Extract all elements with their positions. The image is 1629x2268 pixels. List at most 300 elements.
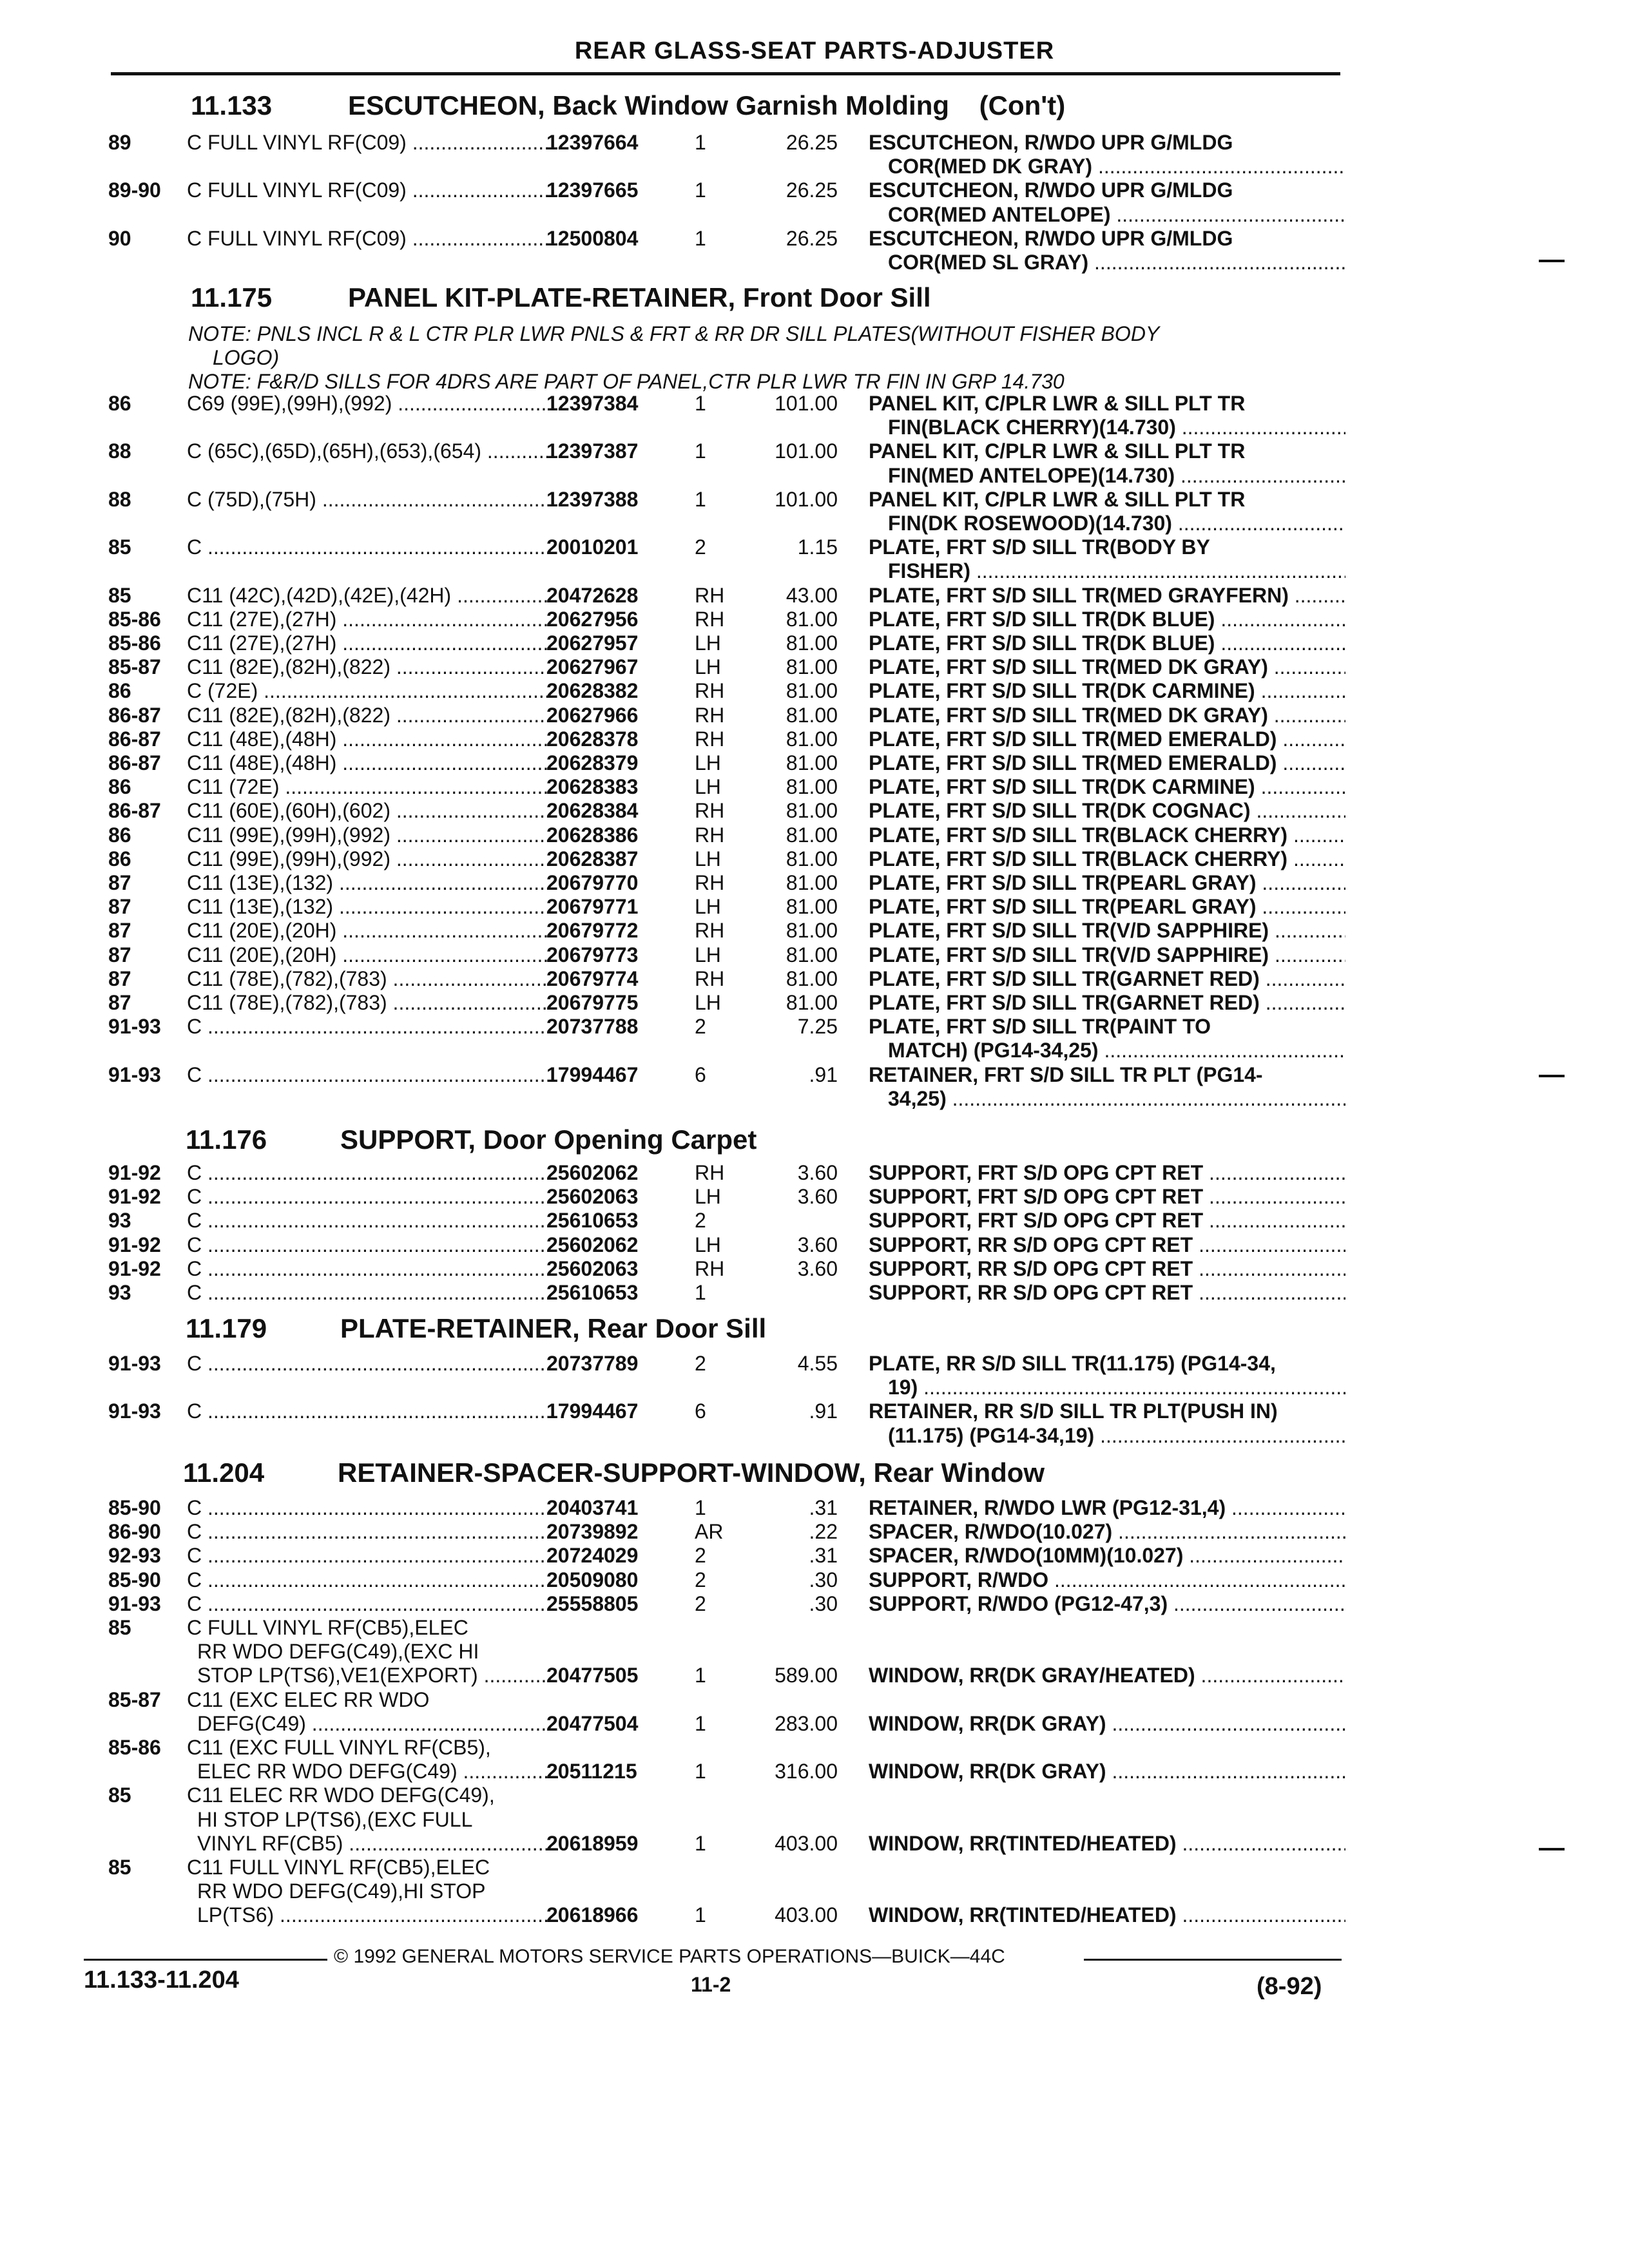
- model-year: 86-87: [108, 799, 161, 823]
- part-number: 17994467: [546, 1399, 639, 1423]
- table-row: [0, 155, 1629, 178]
- quantity: 1: [695, 1711, 706, 1735]
- usage-description: C69 (99E),(99H),(992) .....: [187, 392, 548, 416]
- usage-description: C11 FULL VINYL RF(CB5),ELEC: [187, 1856, 490, 1879]
- quantity: RH: [695, 799, 725, 823]
- model-year: 86-87: [108, 703, 161, 727]
- usage-description: C .....: [187, 1544, 548, 1568]
- price: 81.00: [786, 991, 838, 1014]
- part-name: PLATE, FRT S/D SILL TR(DK BLUE) .....: [869, 608, 1345, 631]
- part-name: COR(MED SL GRAY) .....: [888, 251, 1345, 274]
- usage-description: C11 (20E),(20H) .....: [187, 919, 548, 943]
- part-name: 19) .....: [888, 1376, 1345, 1399]
- price: 81.00: [786, 727, 838, 751]
- table-row: [0, 727, 1629, 751]
- usage-description: C11 (82E),(82H),(822) .....: [187, 655, 548, 679]
- quantity: 6: [695, 1062, 706, 1086]
- model-year: 86: [108, 392, 131, 415]
- part-name: SUPPORT, FRT S/D OPG CPT RET .....: [869, 1185, 1345, 1209]
- table-row: [0, 1712, 1629, 1736]
- table-row: [0, 203, 1629, 227]
- part-name: PLATE, FRT S/D SILL TR(GARNET RED) .....: [869, 967, 1345, 991]
- part-name: PLATE, FRT S/D SILL TR(BODY BY: [869, 535, 1210, 559]
- price: 81.00: [786, 703, 838, 727]
- part-number: 20477504: [546, 1711, 639, 1735]
- part-name: PLATE, FRT S/D SILL TR(MED EMERALD) .....: [869, 751, 1345, 775]
- part-name: WINDOW, RR(TINTED/HEATED) .....: [869, 1832, 1345, 1856]
- table-row: [0, 1760, 1629, 1783]
- part-number: 25610653: [546, 1209, 639, 1233]
- price: .30: [809, 1568, 838, 1591]
- part-name: SUPPORT, R/WDO .....: [869, 1568, 1345, 1592]
- part-name: FIN(MED ANTELOPE)(14.730) .....: [888, 464, 1345, 488]
- usage-description: C11 (99E),(99H),(992) .....: [187, 847, 548, 871]
- table-row: [0, 1568, 1629, 1592]
- quantity: 2: [695, 1352, 706, 1375]
- table-row: [0, 1185, 1629, 1209]
- model-year: 85-86: [108, 631, 161, 655]
- quantity: 2: [695, 535, 706, 559]
- price: 316.00: [775, 1760, 838, 1783]
- table-row: [0, 227, 1629, 251]
- model-year: 91-92: [108, 1161, 161, 1184]
- table-row: [0, 1616, 1629, 1640]
- usage-description: C FULL VINYL RF(C09) .....: [187, 178, 548, 202]
- part-number: 20627957: [546, 631, 639, 655]
- table-row: [0, 823, 1629, 847]
- usage-description: C11 (99E),(99H),(992) .....: [187, 823, 548, 847]
- usage-description: C11 (27E),(27H) .....: [187, 608, 548, 631]
- section-title-text: ESCUTCHEON, Back Window Garnish Molding (Con't): [348, 90, 1066, 120]
- quantity: LH: [695, 631, 721, 655]
- part-name: ESCUTCHEON, R/WDO UPR G/MLDG: [869, 226, 1233, 250]
- quantity: LH: [695, 751, 721, 774]
- table-row: [0, 131, 1629, 155]
- price: .31: [809, 1496, 838, 1519]
- table-row: [0, 488, 1629, 512]
- part-name: PLATE, FRT S/D SILL TR(DK CARMINE) .....: [869, 679, 1345, 703]
- table-row: [0, 178, 1629, 202]
- section-range: 11.133-11.204: [84, 1966, 239, 1994]
- part-name: PANEL KIT, C/PLR LWR & SILL PLT TR: [869, 439, 1246, 463]
- model-year: 87: [108, 895, 131, 919]
- model-year: 86: [108, 823, 131, 847]
- model-year: 92-93: [108, 1544, 161, 1568]
- usage-description: C (75D),(75H) .....: [187, 488, 548, 512]
- section-note: LOGO): [213, 346, 280, 369]
- model-year: 85-86: [108, 1736, 161, 1759]
- price: 7.25: [797, 1015, 838, 1039]
- model-year: 91-92: [108, 1233, 161, 1256]
- usage-description: VINYL RF(CB5) .....: [197, 1832, 558, 1856]
- price: 589.00: [775, 1664, 838, 1687]
- usage-description: C .....: [187, 1161, 548, 1185]
- part-number: 20679774: [546, 966, 639, 990]
- part-name: FISHER) .....: [888, 559, 1345, 583]
- part-name: WINDOW, RR(DK GRAY) .....: [869, 1712, 1345, 1736]
- usage-description: C FULL VINYL RF(C09) .....: [187, 227, 548, 251]
- section-title-text: RETAINER-SPACER-SUPPORT-WINDOW, Rear Window: [338, 1457, 1045, 1488]
- model-year: 88: [108, 487, 131, 511]
- part-name: SUPPORT, RR S/D OPG CPT RET .....: [869, 1281, 1345, 1305]
- usage-description: C FULL VINYL RF(C09) .....: [187, 131, 548, 155]
- table-row: [0, 967, 1629, 991]
- usage-description: C11 (EXC ELEC RR WDO: [187, 1687, 430, 1711]
- usage-description: C11 (78E),(782),(783) .....: [187, 991, 548, 1015]
- model-year: 87: [108, 991, 131, 1014]
- part-name: ESCUTCHEON, R/WDO UPR G/MLDG: [869, 131, 1233, 154]
- model-year: 85-90: [108, 1568, 161, 1591]
- table-row: [0, 1544, 1629, 1568]
- part-name: RETAINER, R/WDO LWR (PG12-31,4) .....: [869, 1496, 1345, 1520]
- usage-description: C11 (13E),(132) .....: [187, 895, 548, 919]
- quantity: LH: [695, 991, 721, 1014]
- quantity: 2: [695, 1568, 706, 1591]
- quantity: LH: [695, 943, 721, 966]
- quantity: 1: [695, 439, 706, 463]
- quantity: 1: [695, 392, 706, 415]
- quantity: RH: [695, 919, 725, 943]
- model-year: 85: [108, 583, 131, 607]
- usage-description: RR WDO DEFG(C49),(EXC HI: [197, 1640, 479, 1664]
- section-number: 11.175: [191, 282, 273, 312]
- part-name: PLATE, FRT S/D SILL TR(PEARL GRAY) .....: [869, 871, 1345, 895]
- quantity: 2: [695, 1544, 706, 1568]
- part-number: 25610653: [546, 1281, 639, 1304]
- part-name: FIN(DK ROSEWOOD)(14.730) .....: [888, 512, 1345, 535]
- part-number: 12397388: [546, 487, 639, 511]
- usage-description: C11 (42C),(42D),(42E),(42H) .....: [187, 584, 548, 608]
- table-row: [0, 1161, 1629, 1185]
- part-number: 12397665: [546, 178, 639, 202]
- price: 26.25: [786, 178, 838, 202]
- part-name: PLATE, FRT S/D SILL TR(V/D SAPPHIRE) .....: [869, 943, 1345, 967]
- model-year: 88: [108, 439, 131, 463]
- quantity: 1: [695, 1831, 706, 1855]
- model-year: 85-90: [108, 1496, 161, 1519]
- model-year: 87: [108, 871, 131, 894]
- price: 81.00: [786, 775, 838, 799]
- quantity: 1: [695, 1496, 706, 1519]
- usage-description: C .....: [187, 1209, 548, 1233]
- price: 403.00: [775, 1831, 838, 1855]
- part-name: PANEL KIT, C/PLR LWR & SILL PLT TR: [869, 487, 1246, 511]
- quantity: RH: [695, 607, 725, 631]
- part-name: ESCUTCHEON, R/WDO UPR G/MLDG: [869, 178, 1233, 202]
- quantity: 1: [695, 131, 706, 154]
- price: 101.00: [775, 487, 838, 511]
- table-row: [0, 655, 1629, 679]
- usage-description: C .....: [187, 1257, 548, 1281]
- part-number: 20737788: [546, 1015, 639, 1039]
- part-name: 34,25) .....: [888, 1087, 1345, 1111]
- page-title: REAR GLASS-SEAT PARTS-ADJUSTER: [574, 37, 1055, 64]
- section-note: NOTE: F&R/D SILLS FOR 4DRS ARE PART OF PANEL,CTR PLR LWR TR FIN IN GRP 14.730: [188, 370, 1065, 393]
- price: 26.25: [786, 131, 838, 154]
- part-number: 20010201: [546, 535, 639, 559]
- usage-description: C .....: [187, 1281, 548, 1305]
- table-row: [0, 559, 1629, 583]
- margin-mark: [1539, 1848, 1565, 1850]
- price: 81.00: [786, 919, 838, 943]
- part-name: PLATE, FRT S/D SILL TR(GARNET RED) .....: [869, 991, 1345, 1015]
- table-row: [0, 1736, 1629, 1760]
- table-row: [0, 1063, 1629, 1087]
- table-row: [0, 1399, 1629, 1423]
- part-number: 20618959: [546, 1831, 639, 1855]
- price: .22: [809, 1520, 838, 1544]
- edition-date: (8-92): [1257, 1973, 1322, 2000]
- price: 3.60: [797, 1256, 838, 1280]
- table-row: [0, 1376, 1629, 1399]
- section-number: 11.176: [186, 1124, 267, 1155]
- quantity: RH: [695, 703, 725, 727]
- part-number: 20627966: [546, 703, 639, 727]
- part-number: 20628383: [546, 775, 639, 799]
- part-name: PLATE, FRT S/D SILL TR(DK CARMINE) .....: [869, 775, 1345, 799]
- quantity: AR: [695, 1520, 724, 1544]
- usage-description: C .....: [187, 1015, 548, 1039]
- model-year: 87: [108, 966, 131, 990]
- part-number: 20679770: [546, 871, 639, 894]
- part-number: 20679771: [546, 895, 639, 919]
- table-row: [0, 895, 1629, 919]
- usage-description: C11 (13E),(132) .....: [187, 871, 548, 895]
- part-name: SUPPORT, FRT S/D OPG CPT RET .....: [869, 1209, 1345, 1233]
- part-name: PLATE, FRT S/D SILL TR(DK COGNAC) .....: [869, 799, 1345, 823]
- part-name: PLATE, FRT S/D SILL TR(MED EMERALD) .....: [869, 727, 1345, 751]
- model-year: 89-90: [108, 178, 161, 202]
- model-year: 87: [108, 943, 131, 966]
- table-row: [0, 1424, 1629, 1448]
- price: 3.60: [797, 1161, 838, 1184]
- model-year: 91-92: [108, 1256, 161, 1280]
- model-year: 93: [108, 1281, 131, 1304]
- usage-description: HI STOP LP(TS6),(EXC FULL: [197, 1807, 473, 1831]
- usage-description: LP(TS6) .....: [197, 1903, 558, 1927]
- quantity: RH: [695, 727, 725, 751]
- part-name: PLATE, FRT S/D SILL TR(MED GRAYFERN) .....: [869, 584, 1345, 608]
- table-row: [0, 464, 1629, 488]
- usage-description: RR WDO DEFG(C49),HI STOP: [197, 1879, 486, 1903]
- part-name: SPACER, R/WDO(10.027) .....: [869, 1520, 1345, 1544]
- table-row: [0, 584, 1629, 608]
- part-name: SUPPORT, R/WDO (PG12-47,3) .....: [869, 1592, 1345, 1616]
- table-row: [0, 1688, 1629, 1712]
- table-row: [0, 1496, 1629, 1520]
- usage-description: C .....: [187, 1352, 548, 1376]
- part-number: 25602062: [546, 1161, 639, 1184]
- footer-rule-left: [84, 1959, 327, 1961]
- model-year: 85-87: [108, 1687, 161, 1711]
- section-title-text: PANEL KIT-PLATE-RETAINER, Front Door Sill: [348, 282, 931, 312]
- model-year: 86-87: [108, 751, 161, 774]
- quantity: RH: [695, 1256, 725, 1280]
- model-year: 85: [108, 1856, 131, 1879]
- price: 43.00: [786, 583, 838, 607]
- usage-description: C11 ELEC RR WDO DEFG(C49),: [187, 1783, 495, 1807]
- table-row: [0, 1879, 1629, 1903]
- usage-description: ELEC RR WDO DEFG(C49) .....: [197, 1760, 558, 1783]
- price: 81.00: [786, 751, 838, 774]
- usage-description: C11 (20E),(20H) .....: [187, 943, 548, 967]
- model-year: 91-93: [108, 1591, 161, 1615]
- table-row: [0, 1520, 1629, 1544]
- part-number: 12397387: [546, 439, 639, 463]
- part-number: 25602063: [546, 1256, 639, 1280]
- quantity: LH: [695, 655, 721, 679]
- usage-description: C .....: [187, 1568, 548, 1592]
- section-number: 11.204: [183, 1457, 265, 1488]
- usage-description: C11 (72E) .....: [187, 775, 548, 799]
- price: 4.55: [797, 1352, 838, 1375]
- model-year: 91-93: [108, 1015, 161, 1039]
- model-year: 91-93: [108, 1399, 161, 1423]
- model-year: 86-87: [108, 727, 161, 751]
- table-row: [0, 1039, 1629, 1062]
- part-name: SUPPORT, FRT S/D OPG CPT RET .....: [869, 1161, 1345, 1185]
- margin-mark: [1539, 260, 1565, 262]
- quantity: 1: [695, 1664, 706, 1687]
- part-name: COR(MED ANTELOPE) .....: [888, 203, 1345, 227]
- part-number: 20472628: [546, 583, 639, 607]
- part-name: PLATE, RR S/D SILL TR(11.175) (PG14-34,: [869, 1352, 1276, 1375]
- table-row: [0, 919, 1629, 943]
- section-number: 11.133: [191, 90, 273, 120]
- part-number: 20618966: [546, 1903, 639, 1927]
- table-row: [0, 991, 1629, 1015]
- usage-description: C .....: [187, 1496, 548, 1520]
- part-name: RETAINER, FRT S/D SILL TR PLT (PG14-: [869, 1062, 1263, 1086]
- part-name: PLATE, FRT S/D SILL TR(PEARL GRAY) .....: [869, 895, 1345, 919]
- model-year: 89: [108, 131, 131, 154]
- table-row: [0, 1087, 1629, 1111]
- part-name: PLATE, FRT S/D SILL TR(DK BLUE) .....: [869, 631, 1345, 655]
- part-number: 20737789: [546, 1352, 639, 1375]
- part-number: 20627956: [546, 607, 639, 631]
- price: 101.00: [775, 439, 838, 463]
- part-number: 20511215: [546, 1760, 637, 1783]
- part-name: PLATE, FRT S/D SILL TR(MED DK GRAY) .....: [869, 704, 1345, 727]
- page-number: 11-2: [691, 1973, 731, 1996]
- section-title-text: SUPPORT, Door Opening Carpet: [340, 1124, 757, 1155]
- price: 81.00: [786, 966, 838, 990]
- model-year: 90: [108, 226, 131, 250]
- price: 3.60: [797, 1233, 838, 1256]
- part-number: 20628386: [546, 823, 639, 847]
- part-number: 25558805: [546, 1591, 639, 1615]
- price: .91: [809, 1399, 838, 1423]
- part-name: MATCH) (PG14-34,25) .....: [888, 1039, 1345, 1062]
- price: 81.00: [786, 631, 838, 655]
- table-row: [0, 1281, 1629, 1305]
- price: .91: [809, 1062, 838, 1086]
- part-number: 25602062: [546, 1233, 639, 1256]
- quantity: LH: [695, 1233, 721, 1256]
- quantity: LH: [695, 895, 721, 919]
- price: 81.00: [786, 871, 838, 894]
- usage-description: C (72E) .....: [187, 679, 548, 703]
- part-number: 12397664: [546, 131, 639, 154]
- part-name: SUPPORT, RR S/D OPG CPT RET .....: [869, 1233, 1345, 1257]
- table-row: [0, 439, 1629, 463]
- usage-description: C11 (48E),(48H) .....: [187, 727, 548, 751]
- table-row: [0, 1832, 1629, 1856]
- model-year: 91-92: [108, 1185, 161, 1209]
- part-number: 20509080: [546, 1568, 639, 1591]
- price: 81.00: [786, 943, 838, 966]
- quantity: RH: [695, 823, 725, 847]
- table-row: [0, 775, 1629, 799]
- usage-description: C .....: [187, 1399, 548, 1423]
- table-row: [0, 1015, 1629, 1039]
- quantity: RH: [695, 871, 725, 894]
- part-name: FIN(BLACK CHERRY)(14.730) .....: [888, 416, 1345, 439]
- model-year: 86-90: [108, 1520, 161, 1544]
- part-name: SPACER, R/WDO(10MM)(10.027) .....: [869, 1544, 1345, 1568]
- price: 81.00: [786, 679, 838, 703]
- usage-description: C .....: [187, 1185, 548, 1209]
- part-name: WINDOW, RR(DK GRAY) .....: [869, 1760, 1345, 1783]
- price: 403.00: [775, 1903, 838, 1927]
- table-row: [0, 1233, 1629, 1257]
- price: 81.00: [786, 799, 838, 823]
- price: 81.00: [786, 655, 838, 679]
- price: .30: [809, 1591, 838, 1615]
- quantity: 2: [695, 1209, 706, 1233]
- quantity: 2: [695, 1591, 706, 1615]
- part-name: COR(MED DK GRAY) .....: [888, 155, 1345, 178]
- model-year: 91-93: [108, 1062, 161, 1086]
- part-name: PLATE, FRT S/D SILL TR(BLACK CHERRY) .....: [869, 823, 1345, 847]
- usage-description: C .....: [187, 535, 548, 559]
- table-row: [0, 631, 1629, 655]
- quantity: 1: [695, 226, 706, 250]
- model-year: 87: [108, 919, 131, 943]
- quantity: RH: [695, 1161, 725, 1184]
- section-number: 11.179: [186, 1313, 267, 1343]
- usage-description: C .....: [187, 1233, 548, 1257]
- part-name: PLATE, FRT S/D SILL TR(BLACK CHERRY) .....: [869, 847, 1345, 871]
- usage-description: C11 (27E),(27H) .....: [187, 631, 548, 655]
- price: 3.60: [797, 1185, 838, 1209]
- part-number: 20724029: [546, 1544, 639, 1568]
- price: .31: [809, 1544, 838, 1568]
- section-title-text: PLATE-RETAINER, Rear Door Sill: [340, 1313, 767, 1343]
- table-row: [0, 1664, 1629, 1687]
- table-row: [0, 1808, 1629, 1832]
- part-name: PLATE, FRT S/D SILL TR(PAINT TO: [869, 1015, 1211, 1039]
- quantity: 1: [695, 178, 706, 202]
- table-row: [0, 943, 1629, 967]
- price: 26.25: [786, 226, 838, 250]
- price: 81.00: [786, 823, 838, 847]
- part-number: 25602063: [546, 1185, 639, 1209]
- table-row: [0, 535, 1629, 559]
- usage-description: C .....: [187, 1520, 548, 1544]
- table-row: [0, 1352, 1629, 1376]
- part-number: 20679772: [546, 919, 639, 943]
- table-row: [0, 251, 1629, 274]
- part-name: WINDOW, RR(TINTED/HEATED) .....: [869, 1903, 1345, 1927]
- part-name: PLATE, FRT S/D SILL TR(MED DK GRAY) .....: [869, 655, 1345, 679]
- part-number: 20739892: [546, 1520, 639, 1544]
- price: 81.00: [786, 895, 838, 919]
- table-row: [0, 1856, 1629, 1879]
- usage-description: STOP LP(TS6),VE1(EXPORT) .....: [197, 1664, 558, 1687]
- model-year: 85-87: [108, 655, 161, 679]
- usage-description: C11 (78E),(782),(783) .....: [187, 967, 548, 991]
